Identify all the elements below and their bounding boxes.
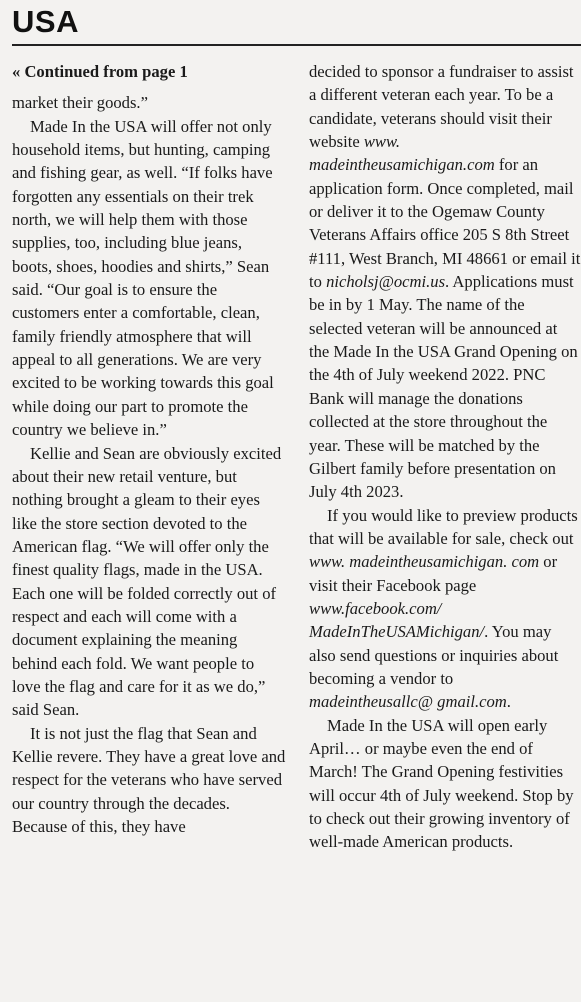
text-run: or visit their Facebook page [309, 552, 558, 595]
text-run: decided to sponsor a fundraiser to assist a different veteran each year. To be a candidate, veterans should visit their website [309, 62, 574, 152]
paragraph-5 [309, 60, 581, 504]
text-run: . [506, 692, 511, 712]
text-run: for an application form. Once completed, mail or deliver it to the Ogemaw County Veterans Affairs office 205 S 8th Street #111, West Branch, MI 48661 or email it to [309, 155, 581, 292]
text-run: If you would like to preview products that will be available for sale, check out [309, 505, 578, 548]
email-link[interactable]: nicholsj@ocmi.us [326, 272, 446, 292]
vendor-email-link[interactable]: madeintheusallc@ gmail.com [309, 692, 507, 712]
paragraph-6 [309, 504, 581, 714]
paragraph-7: Made In the USA will open early April… or maybe even the end of March! The Grand Opening festivities will occur 4th of July weekend. Stop by to check out their growing inventory of well-made American products. [309, 715, 574, 852]
website-link[interactable]: www. madeintheusamichigan.com [309, 132, 495, 175]
website-link[interactable]: www. madeintheusamichigan. com [309, 552, 540, 572]
paragraph-1: market their goods.” [12, 93, 148, 113]
paragraph-2: Made In the USA will offer not only household items, but hunting, camping and fishing gear, as well. “If folks have forgotten any essentials on their trek north, we will help them with those supplies, too, including blue jeans, boots, shoes, hoodies and shirts,” Sean said. “Our goal is to ensure the customers enter a comfortable, clean, family friendly atmosphere that will appeal to all generations. We are very excited to be working towards this goal while doing our part to promote the country we believe in.” [12, 116, 274, 440]
right-column [309, 60, 581, 854]
text-run: . Applications must be in by 1 May. The name of the selected veteran will be announced at the Made In the USA Grand Opening on the 4th of July weekend 2022. PNC Bank will manage the donations collected at the store throughout the year. These will be matched by the Gilbert family before presentation on July 4th 2023. [309, 272, 578, 502]
section-heading: USA [12, 4, 79, 39]
text-run: . You may also send questions or inquiries about becoming a vendor to [309, 622, 559, 688]
continued-from-link[interactable]: « Continued from page 1 [12, 62, 188, 81]
paragraph-4: It is not just the flag that Sean and Kellie revere. They have a great love and respect for the veterans who have served our country through the decades. Because of this, they have [12, 723, 286, 836]
paragraph-3: Kellie and Sean are obviously excited about their new retail venture, but nothing brought a gleam to their eyes like the store section devoted to the American flag. “We will offer only the finest quality flags, made in the USA. Each one will be folded correctly out of respect and each will come with a document explaining the meaning behind each fold. We want people to love the flag and care for it as we do,” said Sean. [12, 443, 282, 720]
facebook-link[interactable]: www.facebook.com/ MadeInTheUSAMichigan/ [309, 598, 485, 642]
section-rule [12, 44, 581, 46]
left-column [12, 60, 286, 838]
